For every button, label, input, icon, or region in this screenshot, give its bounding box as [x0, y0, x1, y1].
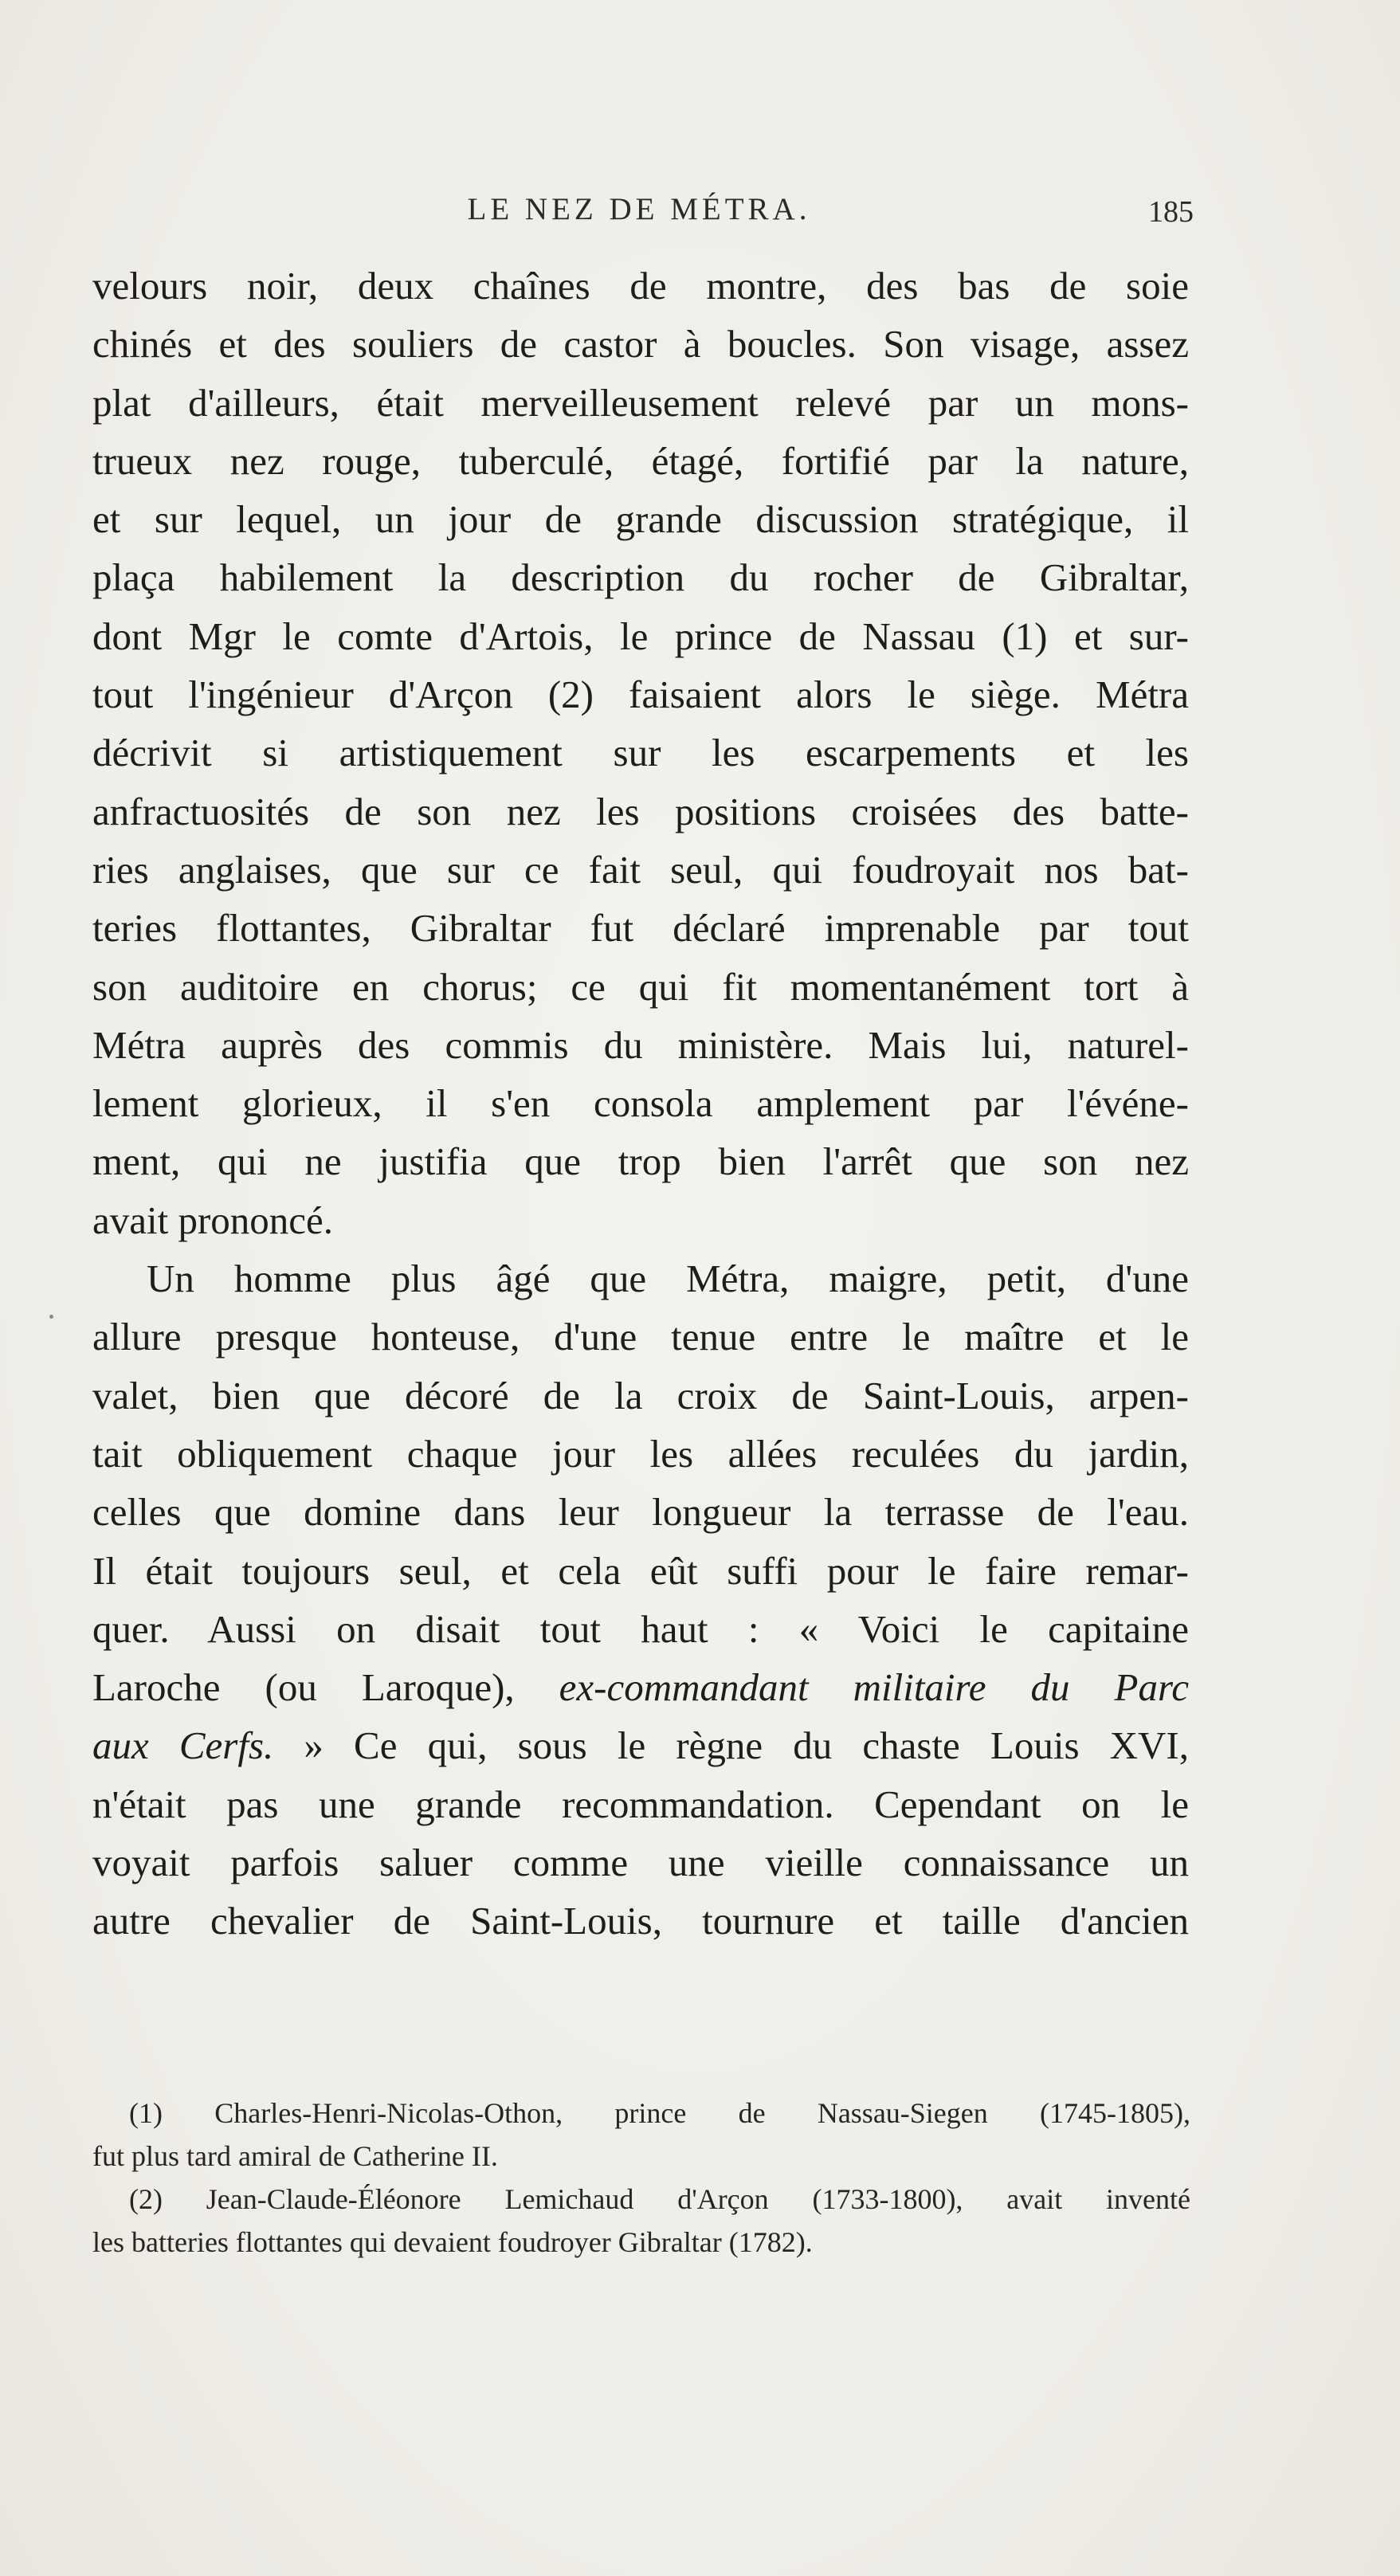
- text-line: lement glorieux, il s'en consola amplement par l'événe-: [92, 1081, 1189, 1126]
- paper-speck: [49, 1315, 53, 1319]
- text-line: tout l'ingénieur d'Arçon (2) faisaient alors le siège. Métra: [92, 672, 1189, 717]
- text-line: Il était toujours seul, et cela eût suffi pour le faire remar-: [92, 1548, 1189, 1593]
- footnote-line: fut plus tard amiral de Catherine II.: [92, 2140, 498, 2172]
- text-line: [92, 1716, 1189, 1774]
- text-line: ries anglaises, que sur ce fait seul, qui foudroyait nos bat-: [92, 847, 1189, 892]
- text-line: teries flottantes, Gibraltar fut déclaré imprenable par tout: [92, 906, 1189, 951]
- footnotes: [92, 2092, 1190, 2264]
- text-line: et sur lequel, un jour de grande discussion stratégique, il: [92, 497, 1189, 542]
- text-line: avait prononcé.: [92, 1198, 334, 1242]
- paragraph-2: [92, 1249, 1189, 1951]
- running-title: LE NEZ DE MÉTRA.: [467, 192, 811, 226]
- text-line: tait obliquement chaque jour les allées reculées du jardin,: [92, 1431, 1189, 1476]
- text-line: anfractuosités de son nez les positions croisées des batte-: [92, 789, 1189, 833]
- footnote-1: [92, 2092, 1190, 2178]
- text-line: plat d'ailleurs, était merveilleusement relevé par un mons-: [92, 380, 1189, 425]
- text-line: décrivit si artistiquement sur les escarpements et les: [92, 731, 1189, 775]
- text-line: n'était pas une grande recommandation. Cependant on le: [92, 1782, 1189, 1826]
- text-line: celles que domine dans leur longueur la terrasse de l'eau.: [92, 1490, 1189, 1535]
- italic-text: aux Cerfs.: [92, 1723, 274, 1768]
- body-text: [92, 257, 1189, 1951]
- italic-text: ex-commandant militaire du Parc: [559, 1665, 1189, 1710]
- footnote-line: (1) Charles-Henri-Nicolas-Othon, prince de Nassau-Siegen (1745-1805),: [129, 2097, 1190, 2129]
- text-line: [92, 1658, 1189, 1716]
- text-line: valet, bien que décoré de la croix de Saint-Louis, arpen-: [92, 1373, 1189, 1417]
- text-span: Laroche (ou Laroque),: [92, 1665, 559, 1710]
- text-line: quer. Aussi on disait tout haut : « Voici le capitaine: [92, 1606, 1189, 1651]
- text-line: autre chevalier de Saint-Louis, tournure et taille d'ancien: [92, 1899, 1189, 1943]
- text-line: dont Mgr le comte d'Artois, le prince de Nassau (1) et sur-: [92, 614, 1189, 658]
- footnote-line: les batteries flottantes qui devaient foudroyer Gibraltar (1782).: [92, 2226, 813, 2258]
- text-line: voyait parfois saluer comme une vieille connaissance un: [92, 1841, 1189, 1885]
- text-span: » Ce qui, sous le règne du chaste Louis XVI,: [273, 1723, 1189, 1768]
- page-header: [92, 191, 1194, 239]
- text-line: chinés et des souliers de castor à boucles. Son visage, assez: [92, 322, 1189, 367]
- footnote-2: [92, 2178, 1190, 2264]
- paragraph-1: [92, 257, 1189, 1249]
- text-line: trueux nez rouge, tuberculé, étagé, fortifié par la nature,: [92, 438, 1189, 483]
- text-line: ment, qui ne justifia que trop bien l'arrêt que son nez: [92, 1139, 1189, 1184]
- text-line: Métra auprès des commis du ministère. Mais lui, naturel-: [92, 1022, 1189, 1067]
- text-line: allure presque honteuse, d'une tenue entre le maître et le: [92, 1315, 1189, 1359]
- text-line: velours noir, deux chaînes de montre, des bas de soie: [92, 264, 1189, 308]
- text-line: son auditoire en chorus; ce qui fit momentanément tort à: [92, 964, 1189, 1009]
- footnote-line: (2) Jean-Claude-Éléonore Lemichaud d'Arçon (1733-1800), avait inventé: [129, 2183, 1190, 2215]
- text-line: plaça habilement la description du rocher de Gibraltar,: [92, 555, 1189, 600]
- text-line: Un homme plus âgé que Métra, maigre, petit, d'une: [147, 1257, 1189, 1301]
- page-number: 185: [1148, 195, 1194, 229]
